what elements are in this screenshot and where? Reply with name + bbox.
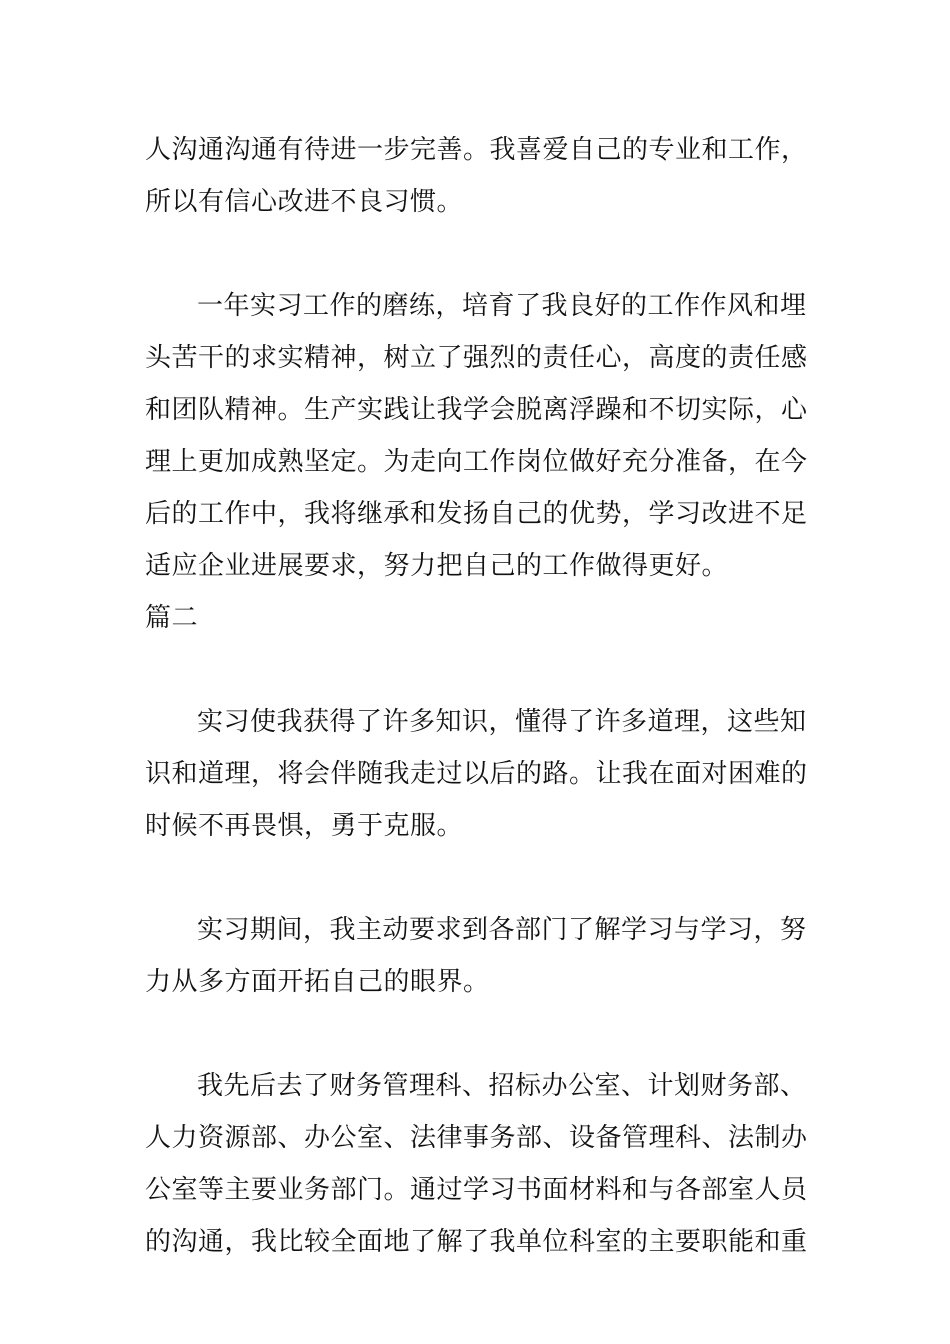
paragraph-spacer [145, 1008, 810, 1060]
document-body [145, 124, 810, 1268]
text-line: 识和道理，将会伴随我走过以后的路。让我在面对困难的 [145, 759, 808, 789]
text-line: 人沟通沟通有待进一步完善。我喜爱自己的专业和工作， [145, 135, 808, 165]
paragraph-2 [145, 280, 810, 592]
text-line: 后的工作中，我将继承和发扬自己的优势，学习改进不足 [145, 499, 808, 529]
text-line: 适应企业进展要求，努力把自己的工作做得更好。 [145, 551, 729, 581]
paragraph-4 [145, 904, 810, 1008]
text-line: 所以有信心改进不良习惯。 [145, 187, 464, 217]
section-heading: 篇二 [145, 603, 199, 633]
paragraph-spacer [145, 644, 810, 696]
paragraph-spacer [145, 228, 810, 280]
text-line: 公室等主要业务部门。通过学习书面材料和与各部室人员 [145, 1175, 808, 1205]
text-line: 时候不再畏惧，勇于克服。 [145, 811, 464, 841]
text-line: 和团队精神。生产实践让我学会脱离浮躁和不切实际，心 [145, 395, 808, 425]
text-line: 我先后去了财务管理科、招标办公室、计划财务部、 [197, 1071, 807, 1101]
paragraph-3 [145, 696, 810, 852]
text-line: 实习期间，我主动要求到各部门了解学习与学习，努 [197, 915, 807, 945]
text-line: 人力资源部、办公室、法律事务部、设备管理科、法制办 [145, 1123, 808, 1153]
text-line: 力从多方面开拓自己的眼界。 [145, 967, 490, 997]
text-line: 的沟通，我比较全面地了解了我单位科室的主要职能和重 [145, 1227, 808, 1257]
paragraph-spacer [145, 852, 810, 904]
paragraph-5 [145, 1060, 810, 1268]
text-line: 头苦干的求实精神，树立了强烈的责任心，高度的责任感 [145, 343, 808, 373]
paragraph-1 [145, 124, 810, 228]
text-line: 理上更加成熟坚定。为走向工作岗位做好充分准备，在今 [145, 447, 808, 477]
text-line: 实习使我获得了许多知识，懂得了许多道理，这些知 [197, 707, 807, 737]
text-line: 一年实习工作的磨练，培育了我良好的工作作风和埋 [197, 291, 807, 321]
